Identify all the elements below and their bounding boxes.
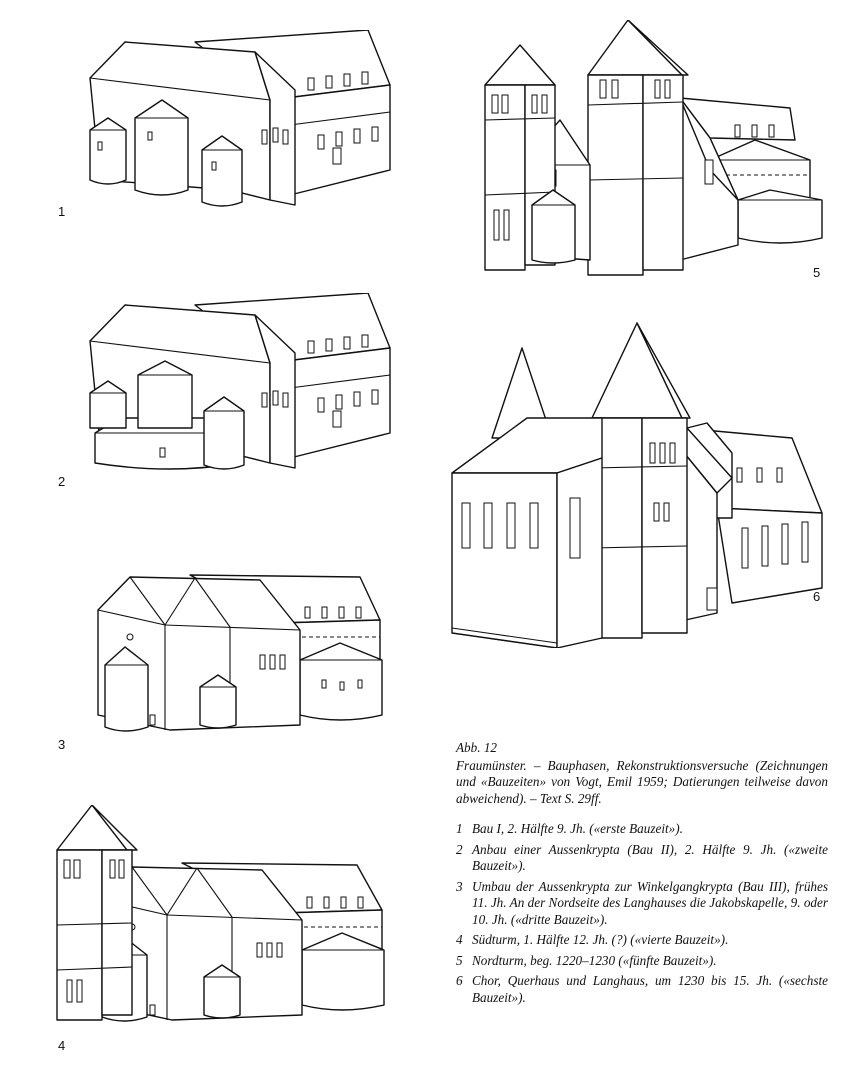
caption-item — [456, 953, 828, 970]
figure-5-number: 5 — [813, 265, 821, 280]
caption-item-text: Umbau der Aussenkrypta zur Winkelgangkrypta (Bau III), frühes 11. Jh. An der Nordseite des Langhauses die Jakobskapelle, 9. oder 10. Jh. («dritte Bauzeit»). — [472, 878, 828, 927]
caption-item-number: 4 — [456, 932, 463, 947]
caption-item-number: 3 — [456, 878, 463, 894]
figure-1-drawing — [80, 30, 400, 215]
figure-3-drawing — [90, 565, 410, 740]
figure-caption — [456, 740, 828, 1010]
figure-6-drawing — [432, 318, 832, 648]
caption-item — [456, 842, 828, 875]
figure-6-number: 6 — [813, 589, 821, 604]
figure-2-drawing — [80, 293, 400, 478]
caption-abb: Abb. 12 — [456, 740, 498, 755]
caption-item — [456, 879, 828, 929]
caption-list — [456, 821, 828, 1006]
figure-3-number: 3 — [58, 737, 66, 752]
figure-1-number: 1 — [58, 204, 66, 219]
caption-item-number: 6 — [456, 973, 463, 988]
caption-item-text: Bau I, 2. Hälfte 9. Jh. («erste Bauzeit»). — [472, 821, 683, 836]
caption-item-number: 2 — [456, 841, 463, 857]
caption-item-number: 1 — [456, 821, 463, 836]
caption-item — [456, 932, 828, 949]
figure-5-drawing — [480, 20, 830, 280]
caption-item-text: Anbau einer Aussenkrypta (Bau II), 2. Hälfte 9. Jh. («zweite Bauzeit»). — [472, 841, 828, 873]
figure-2-number: 2 — [58, 474, 66, 489]
caption-item — [456, 821, 828, 838]
caption-item-text: Chor, Querhaus und Langhaus, um 1230 bis 15. Jh. («sechste Bauzeit»). — [472, 973, 828, 1005]
figure-4-drawing — [52, 805, 412, 1035]
caption-item — [456, 973, 828, 1006]
caption-item-text: Nordturm, beg. 1220–1230 («fünfte Bauzeit»). — [472, 952, 717, 968]
caption-item-number: 5 — [456, 952, 463, 968]
figure-4-number: 4 — [58, 1038, 66, 1053]
caption-item-text: Südturm, 1. Hälfte 12. Jh. (?) («vierte Bauzeit»). — [472, 932, 729, 947]
caption-intro: Fraumünster. – Bauphasen, Rekonstruktionsversuche (Zeichnungen und «Bauzeiten» von Vogt, Emil 1959; Datierungen teilweise davon abweichend). – Text S. 29ff. — [456, 757, 828, 806]
